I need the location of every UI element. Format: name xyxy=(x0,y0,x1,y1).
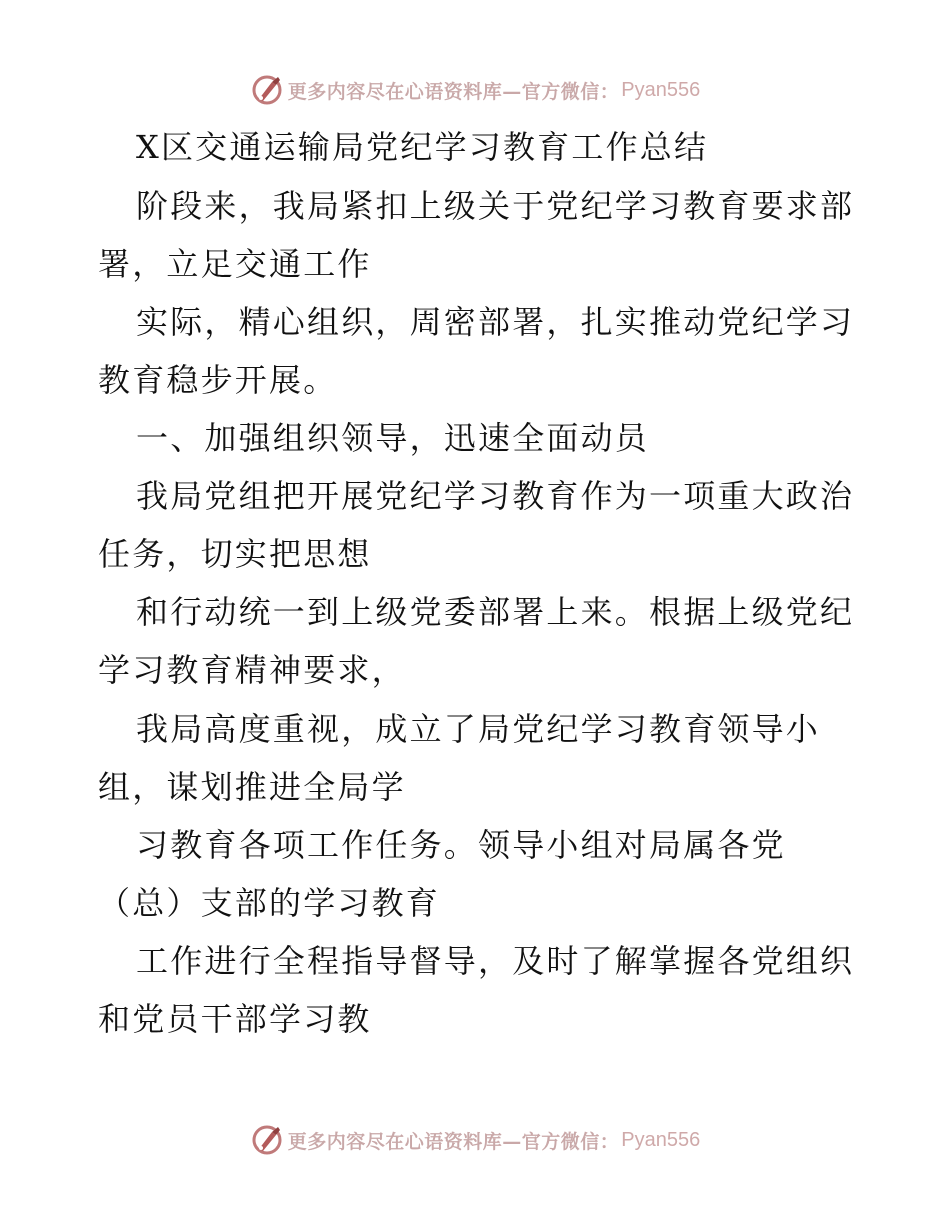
watermark-banner-top xyxy=(0,70,950,110)
watermark-text: 更多内容尽在心语资料库—官方微信： xyxy=(287,80,620,103)
paragraph-line: 组，谋划推进全局学 xyxy=(98,768,406,806)
paragraph-line: （总）支部的学习教育 xyxy=(98,884,441,922)
section-heading: 一、加强组织领导，迅速全面动员 xyxy=(136,419,650,457)
paragraph-line: 实际，精心组织，周密部署，扎实推动党纪学习 xyxy=(136,303,855,341)
paragraph-line: 学习教育精神要求， xyxy=(98,651,406,689)
paragraph-line: 和行动统一到上级党委部署上来。根据上级党纪 xyxy=(136,593,855,631)
document-title: X区交通运输局党纪学习教育工作总结 xyxy=(136,128,709,166)
quill-pen-logo-icon xyxy=(250,73,284,107)
paragraph-line: 工作进行全程指导督导，及时了解掌握各党组织 xyxy=(136,942,855,980)
paragraph-line: 习教育各项工作任务。领导小组对局属各党 xyxy=(136,826,786,864)
paragraph-line: 和党员干部学习教 xyxy=(98,1000,372,1038)
paragraph-line: 阶段来，我局紧扣上级关于党纪学习教育要求部 xyxy=(136,187,855,225)
quill-pen-logo-icon xyxy=(250,1123,284,1157)
paragraph-line: 任务，切实把思想 xyxy=(98,535,372,573)
watermark-wechat-id: Pyan556 xyxy=(621,78,701,101)
watermark-wechat-id: Pyan556 xyxy=(621,1128,701,1151)
paragraph-line: 我局高度重视，成立了局党纪学习教育领导小 xyxy=(136,710,821,748)
watermark-banner-bottom xyxy=(0,1120,950,1160)
paragraph-line: 我局党组把开展党纪学习教育作为一项重大政治 xyxy=(136,477,855,515)
paragraph-line: 教育稳步开展。 xyxy=(98,361,338,399)
watermark-text: 更多内容尽在心语资料库—官方微信： xyxy=(287,1130,620,1153)
paragraph-line: 署，立足交通工作 xyxy=(98,245,372,283)
